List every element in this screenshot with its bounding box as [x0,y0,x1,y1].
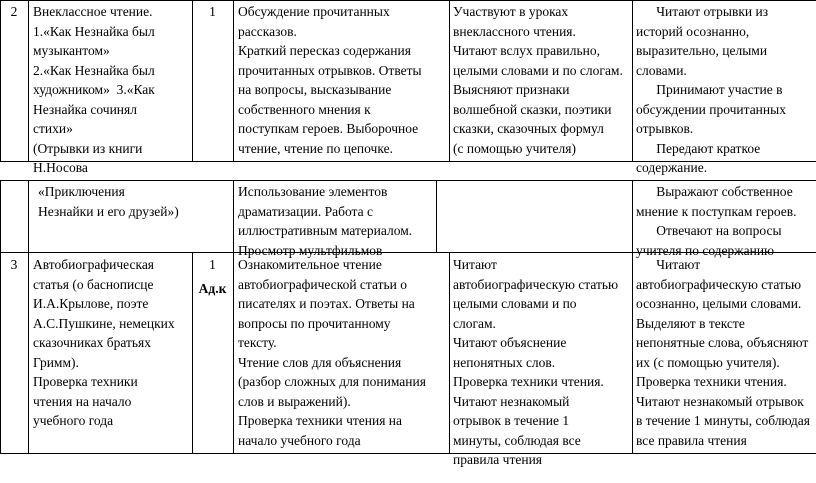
content-line: слов и выражений). [238,393,351,409]
row1-hours [192,2,233,22]
content-line: Просмотр мультфильмов [238,242,383,258]
group2-line: Читают незнакомый отрывок [636,393,804,409]
group1-line: Читают вслух правильно, [453,43,600,58]
group2-line: Читают [636,257,701,272]
row1-content [238,2,448,158]
group2-line: Передают краткое [636,140,761,156]
content-line: собственного мнения к [238,101,371,117]
content-line: (разбор сложных для понимания [238,374,426,389]
group2-line: мнение к поступкам героев. [636,203,797,219]
row3-group2 [636,255,816,450]
row3-number [0,255,28,275]
content-line: тексту. [238,335,277,350]
row1-group2 [636,2,816,178]
row2-content [238,182,434,260]
group1-line: правила чтения [453,452,543,467]
topic-line: стихи» [33,121,73,136]
content-line: автобиографической статьи о [238,276,408,292]
topic-line: Внеклассное чтение. [33,4,153,19]
row-number: 3 [10,257,18,272]
group2-line: осознанно, целыми словами. [636,296,802,311]
topic-line: сказочниках братьях [33,335,151,350]
hours-note: Ад.к [198,280,227,296]
content-line: Обсуждение прочитанных [238,4,390,19]
content-line: поступкам героев. Выборочное [238,121,419,136]
group2-line: их (с помощью учителя). [636,354,780,370]
hours-value: 1 [209,4,216,19]
row1-topic [33,2,191,178]
group1-line: минуты, соблюдая все [453,432,581,448]
group1-line: Читают объяснение [453,335,567,350]
content-line: Краткий пересказ содержания [238,43,411,58]
group1-line: волшебной сказки, поэтики [453,101,612,117]
group1-line: Участвуют в уроках [453,4,569,19]
group1-line: автобиографическую статью [453,276,619,292]
group2-line: историй осознанно, [636,23,750,39]
group1-line: слогам. [453,315,496,331]
group2-line: Принимают участие в [636,82,783,97]
content-line: Чтение слов для объяснения [238,354,402,370]
topic-line: (Отрывки из книги [33,140,143,156]
group1-line: отрывок в течение 1 [453,413,570,428]
row2-topic [38,182,228,221]
group1-line: Выясняют признаки [453,82,570,97]
topic-line: Н.Носова [33,160,88,175]
topic-line: Проверка техники [33,374,138,389]
topic-line: А.С.Пушкине, немецких [33,315,175,331]
group1-line: Проверка техники чтения. [453,374,604,389]
hours-value: 1 [209,257,216,272]
group2-line: Выделяют в тексте [636,315,745,331]
topic-line: 1.«Как Незнайка был [33,23,155,39]
row3-topic [33,255,191,431]
group1-line: (с помощью учителя) [453,140,576,156]
topic-line: 2.«Как Незнайка был [33,62,155,78]
content-line: драматизации. Работа с [238,203,373,219]
group2-line: содержание. [636,160,708,175]
content-line: на вопросы, высказывание [238,82,392,97]
topic-line: чтения на начало [33,393,132,409]
group2-line: автобиографическую статью [636,276,802,292]
table-top [0,0,816,175]
group2-line: Читают отрывки из [636,4,769,19]
topic-line: музыкантом» [33,43,110,58]
group2-line: Отвечают на вопросы [636,223,782,238]
group1-line: Читают незнакомый [453,393,570,409]
group1-line: сказки, сказочных формул [453,121,604,136]
topic-line: Незнайки и его друзей») [38,203,179,219]
group2-line: в течение 1 минуты, соблюдая [636,413,810,428]
group2-line: отрывков. [636,121,694,136]
content-line: рассказов. [238,23,297,39]
content-line: чтение, чтение по цепочке. [238,140,393,156]
topic-line: Гримм). [33,354,79,370]
group2-line: обсуждении прочитанных [636,101,786,117]
content-line: Использование элементов [238,184,388,199]
content-line: Проверка техники чтения на [238,413,403,428]
group1-line: непонятных слов. [453,354,556,370]
content-line: Ознакомительное чтение [238,257,382,272]
group2-line: учителя по содержанию [636,242,775,258]
group2-line: выразительно, целыми [636,43,768,58]
group1-line: целыми словами и по [453,296,577,311]
row1-number [0,2,28,22]
topic-line: И.А.Крылове, поэте [33,296,149,311]
row3-hours [192,255,233,298]
topic-line: Автобиографическая [33,257,155,272]
row2-group2 [636,182,816,260]
topic-line: Незнайка сочинял [33,101,137,117]
topic-line: художником» 3.«Как [33,82,155,97]
group2-line: непонятные слова, объясняют [636,335,809,350]
content-line: иллюстративным материалом. [238,223,413,238]
topic-line: статья (о баснописце [33,276,154,292]
content-line: вопросы по прочитанному [238,315,391,331]
row3-group1 [453,255,631,470]
row-number: 2 [10,4,18,19]
row3-content [238,255,448,450]
group1-line: целыми словами и по слогам. [453,62,623,78]
group2-line: все правила чтения [636,432,747,448]
group2-line: словами. [636,62,687,78]
topic-line: «Приключения [38,184,125,199]
content-line: начало учебного года [238,432,361,448]
topic-line: учебного года [33,413,114,428]
group1-line: Читают [453,257,497,272]
content-line: прочитанных отрывков. Ответы [238,62,422,78]
content-line: писателях и поэтах. Ответы на [238,296,415,311]
group2-line: Выражают собственное [636,184,793,199]
group1-line: внеклассного чтения. [453,23,576,39]
group2-line: Проверка техники чтения. [636,374,787,389]
table-bottom [0,180,816,467]
row1-group1 [453,2,631,158]
